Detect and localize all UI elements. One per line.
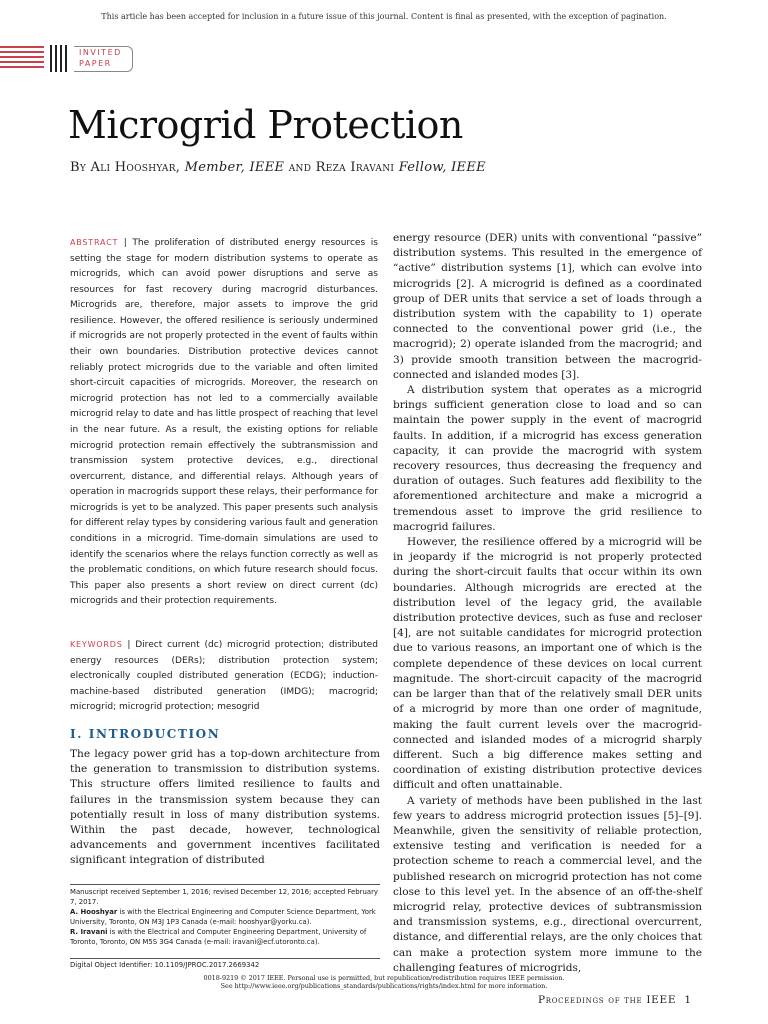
right-column — [393, 231, 702, 976]
author2-affiliation-text: is with the Electrical and Computer Engineering Department, University of Toronto, Toronto, ON M5S 3G4 Canada (e-mail: iravani@ecf.utoronto.ca). — [70, 928, 367, 946]
abstract — [70, 235, 378, 610]
copyright-line2: See http://www.ieee.org/publications_standards/publications/rights/index.html for more information. — [220, 982, 548, 990]
author1-name: A. Hooshyar — [70, 908, 118, 916]
byline-prefix: By Ali Hooshyar, — [70, 160, 185, 175]
section-number: I. — [70, 727, 89, 741]
author2-affiliation — [70, 927, 380, 947]
right-paragraph-3: However, the resilience offered by a microgrid will be in jeopardy if the microgrid is not properly protected during the short-circuit faults that occur within its own boundaries. Although microgrids are erected at the distribution level of the legacy grid, the available distribution protective devices, such as fuse and recloser [4], are not suitable candidates for microgrid protection due to various reasons, an important one of which is the complete dependence of these devices on local current magnitude. The short-circuit capacity of the macrogrid can be larger than that of the relatively small DER units of a microgrid by more than one order of magnitude, making the fault current levels over the macrogrid-connected and islanded modes of a microgrid sharply different. Such a big difference makes setting and coordination of existing distribution protective devices difficult and often unattainable. — [393, 536, 702, 792]
copyright-notice — [0, 974, 768, 990]
keywords-text: Direct current (dc) microgrid protection; distributed energy resources (DERs); distribution protection system; electronically coupled distributed generation (ECDG); induction-machine-based distributed generation (IMDG); macrogrid; microgrid; microgrid protection; mesogrid — [70, 640, 378, 712]
page-number: 1 — [684, 994, 692, 1006]
author1-role: Member, IEEE — [184, 160, 285, 175]
abstract-separator: | — [118, 238, 133, 248]
badge-line1: INVITED — [79, 48, 122, 57]
invited-paper-badge — [74, 46, 133, 72]
section-title: INTRODUCTION — [88, 727, 221, 741]
keywords-separator: | — [122, 640, 136, 650]
author1-affiliation — [70, 907, 380, 927]
copyright-line1: 0018-9219 © 2017 IEEE. Personal use is permitted, but republication/redistribution requires IEEE permission. — [203, 974, 565, 982]
right-paragraph-1: energy resource (DER) units with conventional “passive” distribution systems. This resulted in the emergence of “active” distribution systems [1], which can evolve into microgrids [2]. A microgrid is defined as a coordinated group of DER units that service a set of loads through a distribution system with the capability to 1) operate connected to the conventional power grid (i.e., the macrogrid); 2) operate islanded from the macrogrid; and 3) provide smooth transition between the macrogrid-connected and islanded modes [3]. — [393, 232, 702, 381]
intro-paragraph: The legacy power grid has a top-down architecture from the generation to transmission to distribution systems. This structure offers limited resilience to faults and failures in the transmission system because they can potentially result in loss of many distribution systems. Within the past decade, however, technological advancements and government incentives facilitated significant integration of distributed — [70, 748, 380, 867]
abstract-text: The proliferation of distributed energy resources is setting the stage for modern distribution systems to operate as microgrids, which can avoid power disruptions and serve as resources for fast recovery during macrogrid disturbances. Microgrids are, therefore, major assets to improve the grid resilience. However, the offered resilience is seriously undermined if microgrids are not properly protected in the event of faults within their own boundaries. Distribution protective devices cannot reliably protect microgrids due to the variable and often limited short-circuit capacities of microgrids. Moreover, the research on microgrid protection has not led to a commercially available microgrid relay to date and has little prospect of reaching that level in the near future. As a result, the existing options for reliable microgrid protection remain effectively the subtransmission and transmission system protective devices, e.g., directional overcurrent, distance, and differential relays. Although years of operation in macrogrids support these relays, their performance for microgrids is yet to be analyzed. This paper presents such analysis for different relay types by considering various fault and generation conditions in a microgrid. Time-domain simulations are used to identify the scenarios where the relays function correctly as well as the problematic conditions, on which future research should focus. This paper also presents a short review on direct current (dc) microgrids and their protection requirements. — [70, 238, 378, 607]
section-heading-introduction — [70, 727, 220, 741]
invited-paper-stripes — [0, 45, 72, 72]
keywords-label: KEYWORDS — [70, 640, 123, 649]
byline — [70, 160, 486, 175]
paper-title: Microgrid Protection — [68, 103, 463, 147]
abstract-label: ABSTRACT — [70, 238, 119, 247]
badge-line2: PAPER — [79, 59, 112, 68]
footnotes — [70, 884, 380, 947]
author2-role: Fellow, IEEE — [398, 160, 486, 175]
keywords — [70, 637, 378, 716]
acceptance-note: This article has been accepted for inclusion in a future issue of this journal. Content is final as presented, with the exception of pagination. — [101, 12, 667, 21]
journal-name: Proceedings of the IEEE — [538, 994, 677, 1006]
author1-affiliation-text: is with the Electrical Engineering and Computer Science Department, York University, Toronto, ON M3J 1P3 Canada (e-mail: hooshyar@yorku.ca). — [70, 908, 376, 926]
author2-name: R. Iravani — [70, 928, 108, 936]
right-paragraph-2: A distribution system that operates as a microgrid brings sufficient generation close to load and so can maintain the power supply in the event of macrogrid faults. In addition, if a microgrid has excess generation capacity, it can provide the macrogrid with system recovery resources, thus decreasing the frequency and duration of outages. Such features add flexibility to the aforementioned architecture and make a microgrid a tremendous asset to improve the grid resilience to macrogrid failures. — [393, 384, 702, 533]
page-footer — [538, 994, 692, 1006]
right-paragraph-4: A variety of methods have been published in the last few years to address microgrid protection issues [5]–[9]. Meanwhile, given the sensitivity of reliable protection, extensive testing and verification is needed for a protection scheme to reach a commercial level, and the published research on microgrid protection has not come close to this level yet. In the absence of an off-the-shelf microgrid relay, protective devices of subtransmission and transmission systems, e.g., directional overcurrent, distance, and differential relays, are the only choices that can make a protection system more immune to the challenging features of microgrids, — [393, 794, 702, 974]
manuscript-dates: Manuscript received September 1, 2016; revised December 12, 2016; accepted February 7, 2017. — [70, 888, 379, 906]
doi: Digital Object Identifier: 10.1109/JPROC.2017.2669342 — [70, 958, 380, 969]
byline-middle: and Reza Iravani — [284, 160, 399, 175]
